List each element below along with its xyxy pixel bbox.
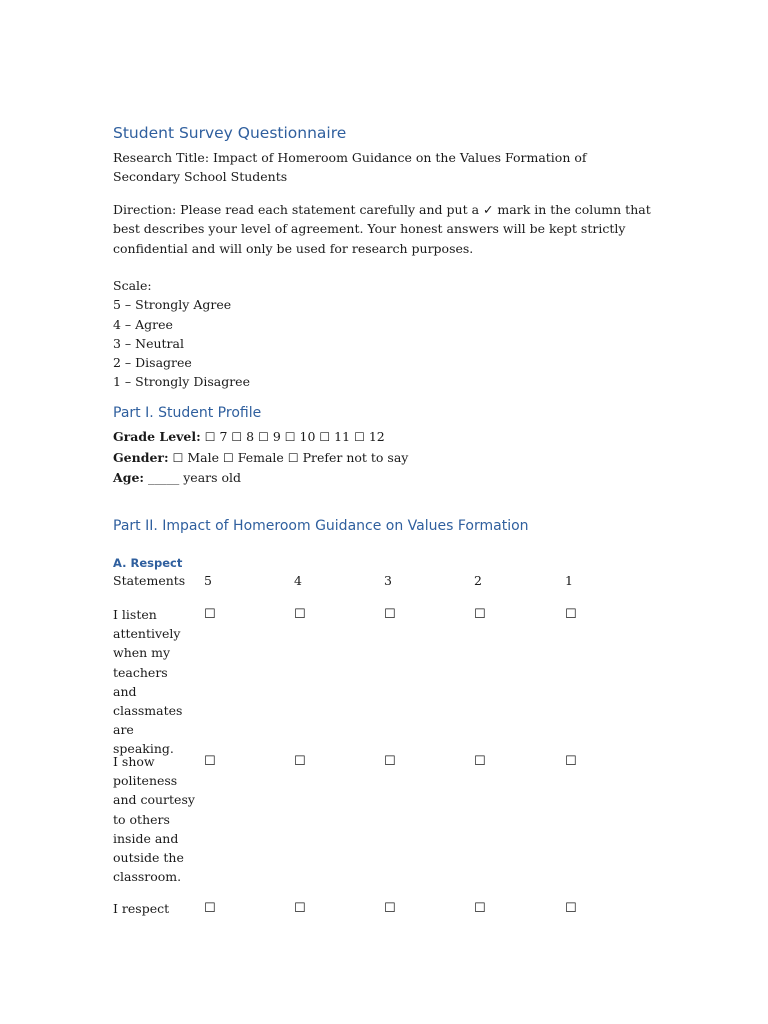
rating-3-checkbox[interactable]: ☐ [384,901,396,916]
rating-3-checkbox[interactable]: ☐ [384,754,396,769]
col-5: 5 [204,573,212,588]
grade-8-checkbox[interactable]: ☐ [231,430,243,444]
statement-text: I respect [113,901,170,916]
gender-label: Gender: [113,449,169,465]
rating-1-checkbox[interactable]: ☐ [565,901,577,916]
part2-heading: Part II. Impact of Homeroom Guidance on Values Formation [113,518,529,534]
grade-11-label: 11 [334,429,351,444]
student-profile [113,427,408,488]
gender-female-label: Female [237,449,284,465]
scale-label: Scale: [113,278,152,293]
grade-9-label: 9 [272,429,281,444]
age-suffix: years old [183,470,242,485]
gender-male-checkbox[interactable]: ☐ [172,450,184,465]
gender-line [113,448,408,469]
gender-female-checkbox[interactable]: ☐ [222,450,234,465]
table-header [113,573,653,593]
rating-4-checkbox[interactable]: ☐ [294,607,306,622]
grade-12-label: 12 [368,429,385,444]
direction-paragraph: Direction: Please read each statement carefully and put a ✓ mark in the column that best describes your level of agreement. Your honest answers will be kept strictly confidential and will only be used for research purposes. [113,202,651,256]
research-title: Research Title: Impact of Homeroom Guidance on the Values Formation of Secondary School Students [113,150,587,185]
scale-list [113,276,653,392]
col-3: 3 [384,573,392,588]
table-row [113,605,653,757]
rating-2-checkbox[interactable]: ☐ [474,607,486,622]
gender-prefer-not-checkbox[interactable]: ☐ [287,450,299,465]
rating-1-checkbox[interactable]: ☐ [565,607,577,622]
col-4: 4 [294,573,302,588]
table-row [113,899,653,923]
scale-item-3: 3 – Neutral [113,335,184,351]
document-title: Student Survey Questionnaire [113,124,347,142]
rating-1-checkbox[interactable]: ☐ [565,754,577,769]
scale-item-5: 5 – Strongly Agree [113,297,232,313]
age-line [113,468,408,488]
rating-4-checkbox[interactable]: ☐ [294,901,306,916]
grade-7-label: 7 [219,429,228,444]
grade-7-checkbox[interactable]: ☐ [204,430,216,444]
col-statements: Statements [113,573,186,588]
part1-heading: Part I. Student Profile [113,405,262,421]
grade-level-line [113,427,408,448]
rating-5-checkbox[interactable]: ☐ [204,901,216,916]
scale-item-2: 2 – Disagree [113,355,192,371]
col-1: 1 [565,573,573,588]
gender-prefer-not-label: Prefer not to say [302,449,409,465]
gender-male-label: Male [187,449,219,465]
grade-9-checkbox[interactable]: ☐ [258,430,269,444]
scale-item-4: 4 – Agree [113,316,173,332]
table-row [113,752,653,890]
grade-10-checkbox[interactable]: ☐ [284,430,296,444]
grade-8-label: 8 [246,429,255,444]
grade-10-label: 10 [299,429,316,444]
rating-5-checkbox[interactable]: ☐ [204,607,216,622]
rating-2-checkbox[interactable]: ☐ [474,754,486,769]
statement-text: I listen attentively when my teachers and classmates are speaking. [113,607,183,757]
age-blank[interactable]: _____ [148,470,180,485]
grade-level-label: Grade Level: [113,429,201,444]
grade-12-checkbox[interactable]: ☐ [354,430,365,444]
rating-4-checkbox[interactable]: ☐ [294,754,306,769]
age-label: Age: [113,470,145,485]
col-2: 2 [474,573,482,588]
grade-11-checkbox[interactable]: ☐ [319,430,331,444]
rating-2-checkbox[interactable]: ☐ [474,901,486,916]
statement-text: I show politeness and courtesy to others inside and outside the classroom. [113,754,195,885]
section-a-heading: A. Respect [113,556,183,570]
scale-item-1: 1 – Strongly Disagree [113,374,250,390]
rating-5-checkbox[interactable]: ☐ [204,754,216,769]
rating-3-checkbox[interactable]: ☐ [384,607,396,622]
